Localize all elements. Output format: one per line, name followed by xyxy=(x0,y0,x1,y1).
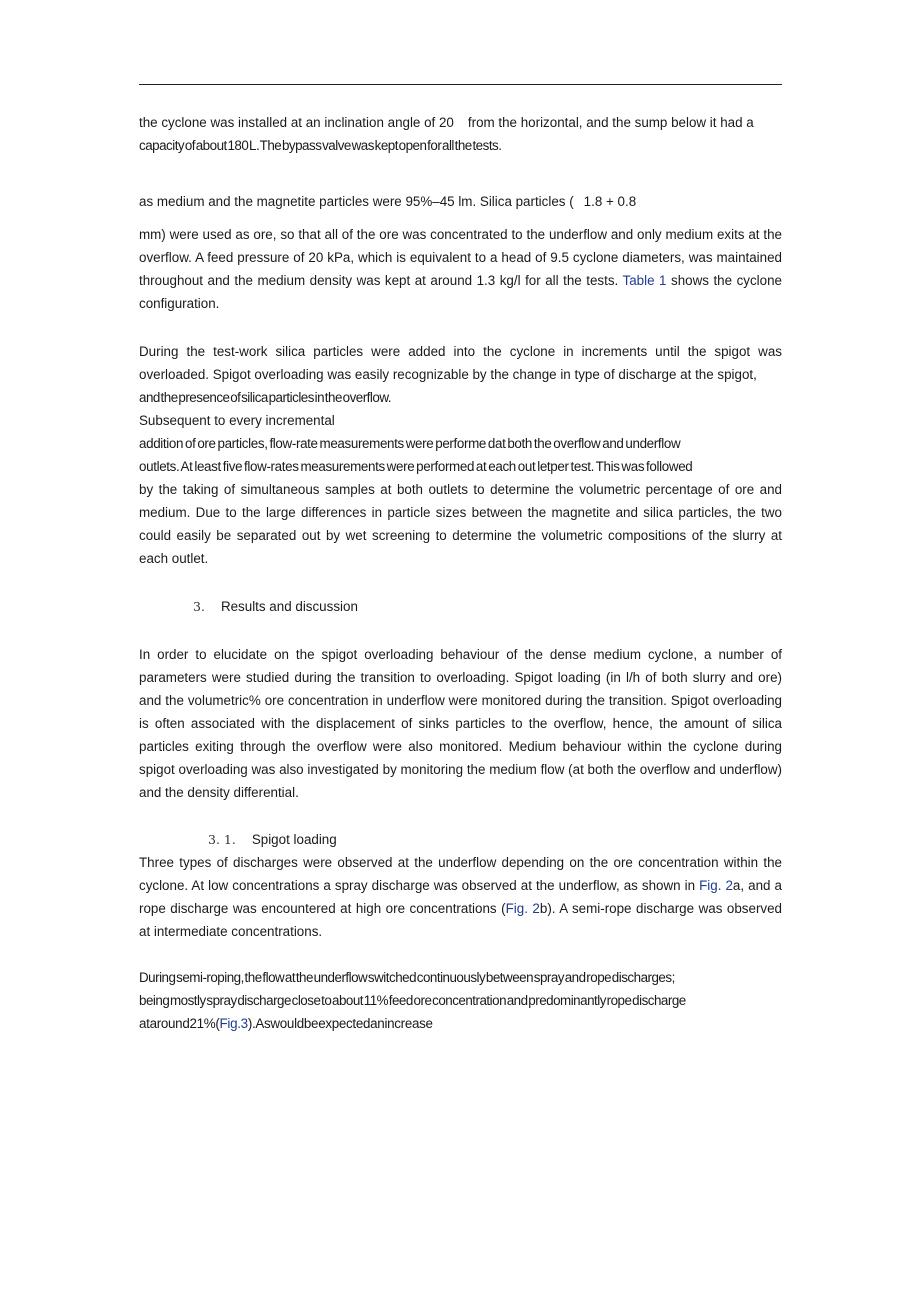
para5-line3: outlets. At least five flow-rates measurements were performed at each out letper test. This was followed xyxy=(139,459,693,474)
paragraph-elucidate xyxy=(139,643,782,804)
section-heading-results xyxy=(193,595,358,618)
para1-line1-b: from the horizontal, and the sump below it had a xyxy=(467,115,754,130)
para8-line3 xyxy=(139,1012,782,1035)
para1-line2: capacity of about 180 L. The bypass valve was kept open for all the tests. xyxy=(139,138,502,153)
para3-text: mm) were used as ore, so that all of the ore was concentrated to the underflow and only medium exits at the overflow. A feed pressure of 20 kPa, which is equivalent to a head of 9.5 cyclone diameters, was maintained throughout and the medium density was kept at around 1.3 kg/l for all the tests. xyxy=(139,227,782,288)
paragraph-measurements xyxy=(139,409,782,570)
paragraph-discharge-types xyxy=(139,851,782,943)
para5-line1: Subsequent to every incremental xyxy=(139,413,335,428)
para2-text: as medium and the magnetite particles were 95%–45 lm. Silica particles ( xyxy=(139,194,574,209)
para7-text2: a, and a rope discharge was encountered at high ore concentrations ( xyxy=(139,878,782,916)
para1-line1-a: the cyclone was installed at an inclination angle of 20 xyxy=(139,115,454,130)
para2-size: 1.8 + 0.8 xyxy=(583,194,637,209)
para4-line3: and the presence of silica particles in the overflow. xyxy=(139,390,391,405)
table-1-link[interactable]: Table 1 xyxy=(622,273,667,288)
para1-line1 xyxy=(139,111,782,134)
paragraph-cyclone-installation xyxy=(139,111,782,157)
section-heading-spigot-loading xyxy=(208,828,337,851)
para3-tail: shows the cyclone configuration. xyxy=(139,273,782,311)
para8-line2: being mostly spray discharge close to about 11% feed ore concentration and predominantly rope discharge xyxy=(139,993,686,1008)
paragraph-medium xyxy=(139,190,782,213)
fig-2-link-b[interactable]: Fig. 2 xyxy=(505,901,540,916)
paragraph-ore xyxy=(139,223,782,315)
fig-3-link[interactable]: Fig.3 xyxy=(219,1016,248,1031)
paragraph-semi-roping xyxy=(139,966,782,1035)
para8-line3-b: ).Aswouldbeexpectedanincrease xyxy=(247,1016,433,1031)
para8-line3-a: ataround21%( xyxy=(139,1016,220,1031)
para8-line1: During semi-roping, the flow at the underflow switched continuously between spray and rope discharges; xyxy=(139,970,675,985)
paragraph-test-work xyxy=(139,340,782,409)
section-title: Results and discussion xyxy=(220,599,358,614)
header-rule xyxy=(139,84,782,85)
para6-text: In order to elucidate on the spigot overloading behaviour of the dense medium cyclone, a number of parameters were studied during the transition to overloading. Spigot loading (in l/h of both slurry and ore) and the volumetric% ore concentration in underflow were monitored during the transition. Spigot overloading is often associated with the displacement of sinks particles to the overflow, hence, the amount of silica particles exiting through the overflow were also monitored. Medium behaviour within the cyclone during spigot overloading was also investigated by monitoring the medium flow (at both the overflow and underflow) and the density differential. xyxy=(139,647,782,800)
subsection-title: Spigot loading xyxy=(251,832,337,847)
para4-text: During the test-work silica particles were added into the cyclone in increments until the spigot was overloaded. Spigot overloading was easily recognizable by the change in type of discharge at the spigot, xyxy=(139,344,782,382)
fig-2-link[interactable]: Fig. 2 xyxy=(699,878,733,893)
para7-text1: Three types of discharges were observed at the underflow depending on the ore concentration within the cyclone. At low concentrations a spray discharge was observed at the underflow, as shown in xyxy=(139,855,782,893)
section-number: 3. xyxy=(193,599,205,614)
para7-text3: b). A semi-rope discharge was observed at intermediate concentrations. xyxy=(139,901,782,939)
para5-rest: by the taking of simultaneous samples at both outlets to determine the volumetric percentage of ore and medium. Due to the large differences in particle sizes between the magnetite and silica particles, the two could easily be separated out by wet screening to determine the volumetric compositions of the slurry at each outlet. xyxy=(139,482,782,566)
para5-line2: addition of ore particles, flow-rate measurements were performe dat both the overflow and underflow xyxy=(139,436,681,451)
subsection-number: 3. 1. xyxy=(208,832,236,847)
